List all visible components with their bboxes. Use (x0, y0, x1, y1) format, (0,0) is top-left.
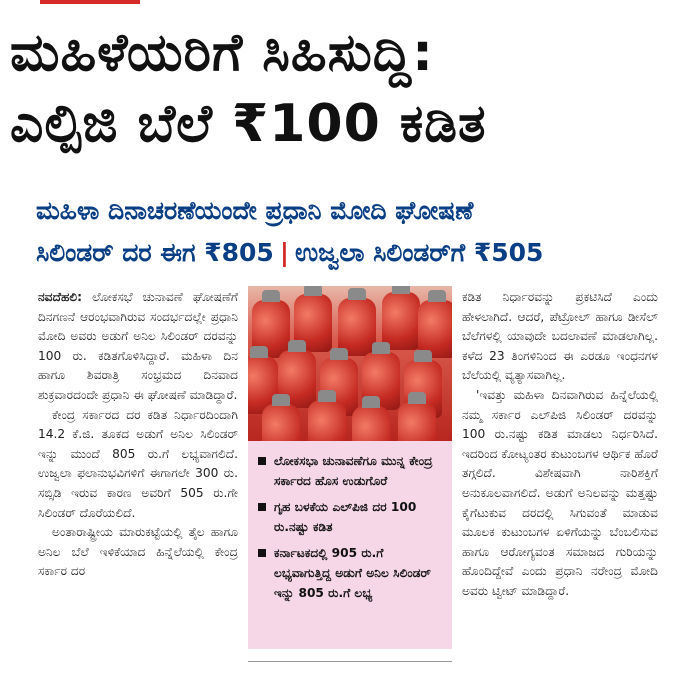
highlight-item: ಕರ್ನಾಟಕದಲ್ಲಿ 905 ರು.ಗೆ ಲಭ್ಯವಾಗುತ್ತಿದ್ದ ಅಡುಗೆ ಅನಿಲ ಸಿಲಿಂಡರ್ ಇನ್ನು 805 ರು.ಗೆ ಲಭ್ಯ (258, 543, 442, 603)
headline-line-1: ಮಹಿಳೆಯರಿಗೆ ಸಿಹಿಸುದ್ದಿ: (10, 23, 434, 83)
article-paragraph-1 (38, 288, 238, 406)
subheadline-2 (36, 238, 543, 268)
article-column-1 (38, 288, 238, 582)
lpg-cylinders-photo (248, 286, 452, 441)
top-accent-bar (40, 0, 140, 4)
article-paragraph-4: ಕಡಿತ ನಿರ್ಧಾರವನ್ನು ಪ್ರಕಟಿಸಿದೆ ಎಂದು ಹೇಳಲಾಗಿದೆ. ಆದರೆ, ಪೆಟ್ರೋಲ್ ಹಾಗೂ ಡೀಸೆಲ್ ಬೆಲೆಗಳಲ್ಲಿ ಯಾವುದೇ ಬದಲಾವಣೆ ಮಾಡಲಾಗಿಲ್ಲ. ಕಳೆದ 23 ತಿಂಗಳಿನಿಂದ ಈ ಎರಡೂ ಇಂಧನಗಳ ಬೆಲೆಯಲ್ಲಿ ವ್ಯತ್ಯಾಸವಾಗಿಲ್ಲ. (462, 290, 658, 383)
headline (10, 18, 666, 160)
article-paragraph-5: 'ಇವತ್ತು ಮಹಿಳಾ ದಿನವಾಗಿರುವ ಹಿನ್ನೆಲೆಯಲ್ಲಿ ನಮ್ಮ ಸರ್ಕಾರ ಎಲ್‌ಪಿಜಿ ಸಿಲಿಂಡರ್ ದರವನ್ನು 100 ರು.ನಷ್ಟು ಕಡಿತ ಮಾಡಲು ನಿರ್ಧರಿಸಿದೆ. ಇದರಿಂದ ಕೋಟ್ಯಂತರ ಕುಟುಂಬಗಳ ಆರ್ಥಿಕ ಹೊರೆ ತಗ್ಗಲಿದೆ. ವಿಶೇಷವಾಗಿ ನಾರಿಶಕ್ತಿಗೆ ಅನುಕೂಲವಾಗಲಿದೆ. ಅಡುಗೆ ಅನಿಲವನ್ನು ಮತ್ತಷ್ಟು ಕೈಗೆಟುಕುವ ದರದಲ್ಲಿ ಸಿಗುವಂತೆ ಮಾಡುವ ಮೂಲಕ ಕುಟುಂಬಗಳ ಏಳಿಗೆಯನ್ನು ಬೆಂಬಲಿಸುವ ಹಾಗೂ ಆರೋಗ್ಯವಂತ ಸಮಾಜದ ಗುರಿಯನ್ನು ಹೊಂದಿದ್ದೇವೆ ಎಂದು ಪ್ರಧಾನಿ ನರೇಂದ್ರ ಮೋದಿ ಅವರು ಟ್ವೀಟ್ ಮಾಡಿದ್ದಾರೆ. (462, 387, 658, 598)
highlight-item: ಲೋಕಸಭಾ ಚುನಾವಣೆಗೂ ಮುನ್ನ ಕೇಂದ್ರ ಸರ್ಕಾರದ ಹೊಸ ಉಡುಗೊರೆ (258, 451, 442, 491)
subheadline-1: ಮಹಿಳಾ ದಿನಾಚರಣೆಯಂದೇ ಪ್ರಧಾನಿ ಮೋದಿ ಘೋಷಣೆ (36, 196, 474, 225)
subheadline-separator: | (279, 238, 289, 267)
headline-line-2: ಎಲ್ಪಿಜಿ ಬೆಲೆ ₹100 ಕಡಿತ (10, 94, 487, 154)
article-paragraph-3: ಅಂತಾರಾಷ್ಟ್ರೀಯ ಮಾರುಕಟ್ಟೆಯಲ್ಲಿ ತೈಲ ಹಾಗೂ ಅನಿಲ ಬೆಲೆ ಇಳಿಕೆಯಾದ ಹಿನ್ನೆಲೆಯಲ್ಲಿ ಕೇಂದ್ರ ಸರ್ಕಾರ ದರ (38, 525, 238, 579)
paragraph-text: ಲೋಕಸಭೆ ಚುನಾವಣೆ ಘೋಷಣೆಗೆ ದಿನಗಣನೆ ಆರಂಭವಾಗಿರುವ ಸಂದರ್ಭದಲ್ಲೇ ಪ್ರಧಾನಿ ಮೋದಿ ಅವರು ಅಡುಗೆ ಅನಿಲ ಸಿಲಿಂಡರ್ ದರವನ್ನು 100 ರು. ಕಡಿತಗೊಳಿಸಿದ್ದಾರೆ. ಮಹಿಳಾ ದಿನ ಹಾಗೂ ಶಿವರಾತ್ರಿ ಸಂಭ್ರಮದ ದಿನವಾದ ಶುಕ್ರವಾರದಂದೇ ಪ್ರಧಾನಿ ಈ ಘೋಷಣೆ ಮಾಡಿದ್ದಾರೆ. (38, 290, 238, 402)
highlights-box (248, 441, 452, 649)
highlight-item: ಗೃಹ ಬಳಕೆಯ ಎಲ್‌ಪಿಜಿ ದರ 100 ರು.ನಷ್ಟು ಕಡಿತ (258, 497, 442, 537)
article-column-3 (462, 288, 658, 602)
subheadline-ujjwala-price: ಉಜ್ವಲಾ ಸಿಲಿಂಡರ್‌ಗೆ ₹505 (294, 238, 544, 267)
divider (248, 661, 452, 662)
dateline: ನವದೆಹಲಿ: (38, 290, 83, 304)
top-bar (0, 0, 674, 6)
subheadline-cylinder-price: ಸಿಲಿಂಡರ್ ದರ ಈಗ ₹805 (36, 238, 274, 267)
article-paragraph-2: ಕೇಂದ್ರ ಸರ್ಕಾರದ ದರ ಕಡಿತ ನಿರ್ಧಾರದಿಂದಾಗಿ 14.2 ಕೆ.ಜಿ. ತೂಕದ ಅಡುಗೆ ಅನಿಲ ಸಿಲಿಂಡರ್ ಇನ್ನು ಮುಂದೆ 805 ರು.ಗೆ ಲಭ್ಯವಾಗಲಿದೆ. ಉಜ್ವಲಾ ಫಲಾನುಭವಿಗಳಿಗೆ ಈಗಾಗಲೇ 300 ರು. ಸಬ್ಸಿಡಿ ಇರುವ ಕಾರಣ ಅವರಿಗೆ 505 ರು.ಗೇ ಸಿಲಿಂಡರ್ ದೊರೆಯಲಿದೆ. (38, 407, 238, 520)
